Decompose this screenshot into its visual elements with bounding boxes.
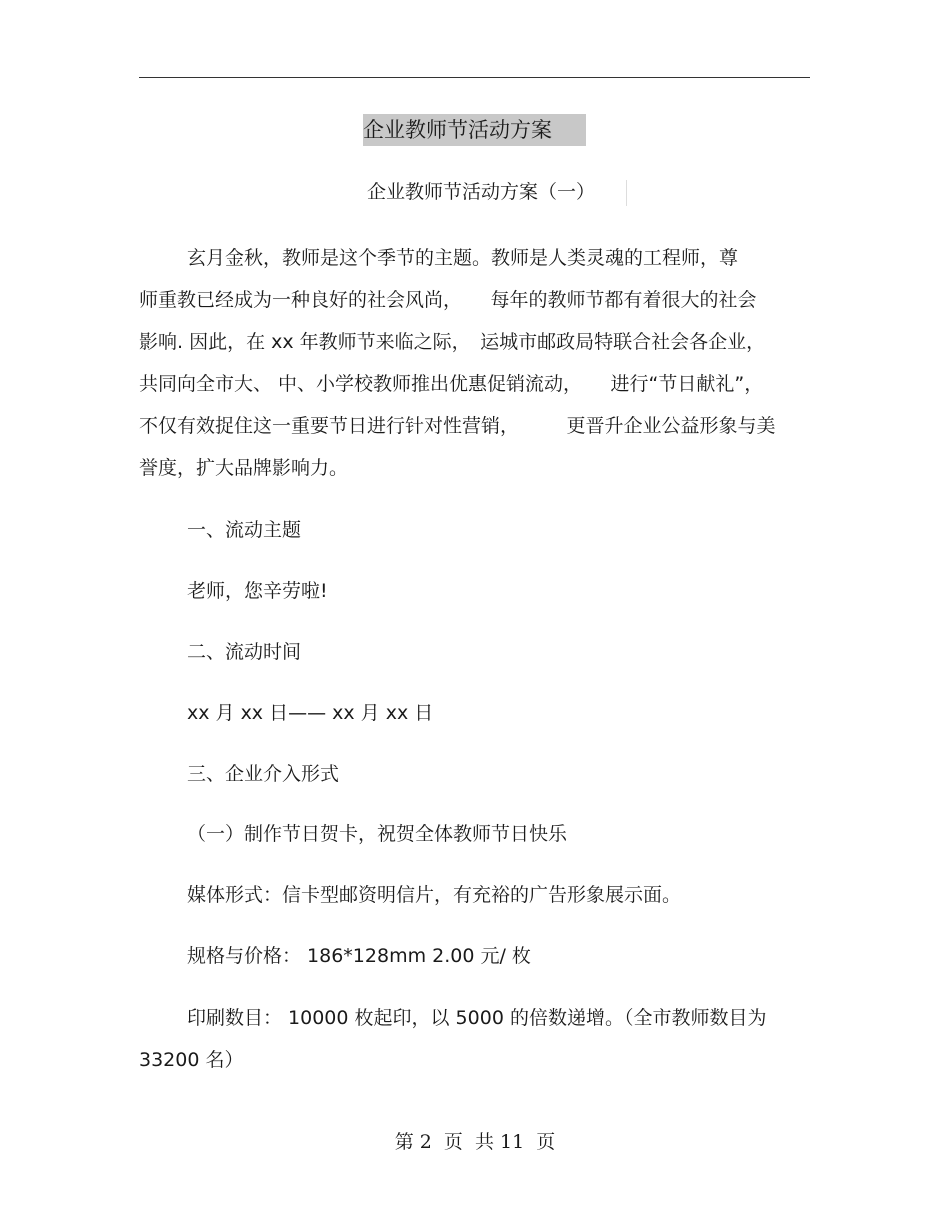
theme-text: 老师，您辛劳啦! — [187, 580, 328, 602]
section-heading-theme: 一、流动主题 — [187, 519, 302, 541]
text-cursor-mark — [626, 180, 627, 206]
page-footer: 第 2 页 共 11 页 — [394, 1131, 556, 1153]
intro-line: 不仅有效捉住这一重要节日进行针对性营销， 更晋升企业公益形象与美 — [139, 415, 776, 437]
print-quantity-text: 印刷数目： 10000 枚起印，以 5000 的倍数递增。（全市教师数目为 — [187, 1007, 767, 1029]
document-subtitle: 企业教师节活动方案（一） — [367, 181, 596, 203]
section-heading-participation: 三、企业介入形式 — [187, 763, 340, 785]
header-rule — [139, 77, 810, 78]
intro-line: 誉度，扩大品牌影响力。 — [139, 457, 349, 479]
intro-line: 师重教已经成为一种良好的社会风尚， 每年的教师节都有着很大的社会 — [139, 289, 757, 311]
time-text: xx 月 xx 日—— xx 月 xx 日 — [187, 702, 434, 724]
media-form-text: 媒体形式：信卡型邮资明信片，有充裕的广告形象展示面。 — [187, 884, 682, 906]
spec-price-text: 规格与价格： 186*128mm 2.00 元/ 枚 — [187, 945, 531, 967]
intro-paragraph — [139, 237, 810, 489]
document-title: 企业教师节活动方案 — [363, 114, 586, 146]
intro-line: 玄月金秋，教师是这个季节的主题。教师是人类灵魂的工程师，尊 — [187, 247, 739, 269]
print-quantity-continued: 33200 名） — [139, 1049, 244, 1071]
intro-line: 共同向全市大、 中、小学校教师推出优惠促销流动， 进行“节日献礼”， — [139, 373, 764, 395]
intro-line: 影响. 因此，在 xx 年教师节来临之际， 运城市邮政局特联合社会各企业， — [139, 331, 766, 353]
subsection-heading-greeting-card: （一）制作节日贺卡，祝贺全体教师节日快乐 — [187, 823, 568, 845]
section-heading-time: 二、流动时间 — [187, 641, 302, 663]
